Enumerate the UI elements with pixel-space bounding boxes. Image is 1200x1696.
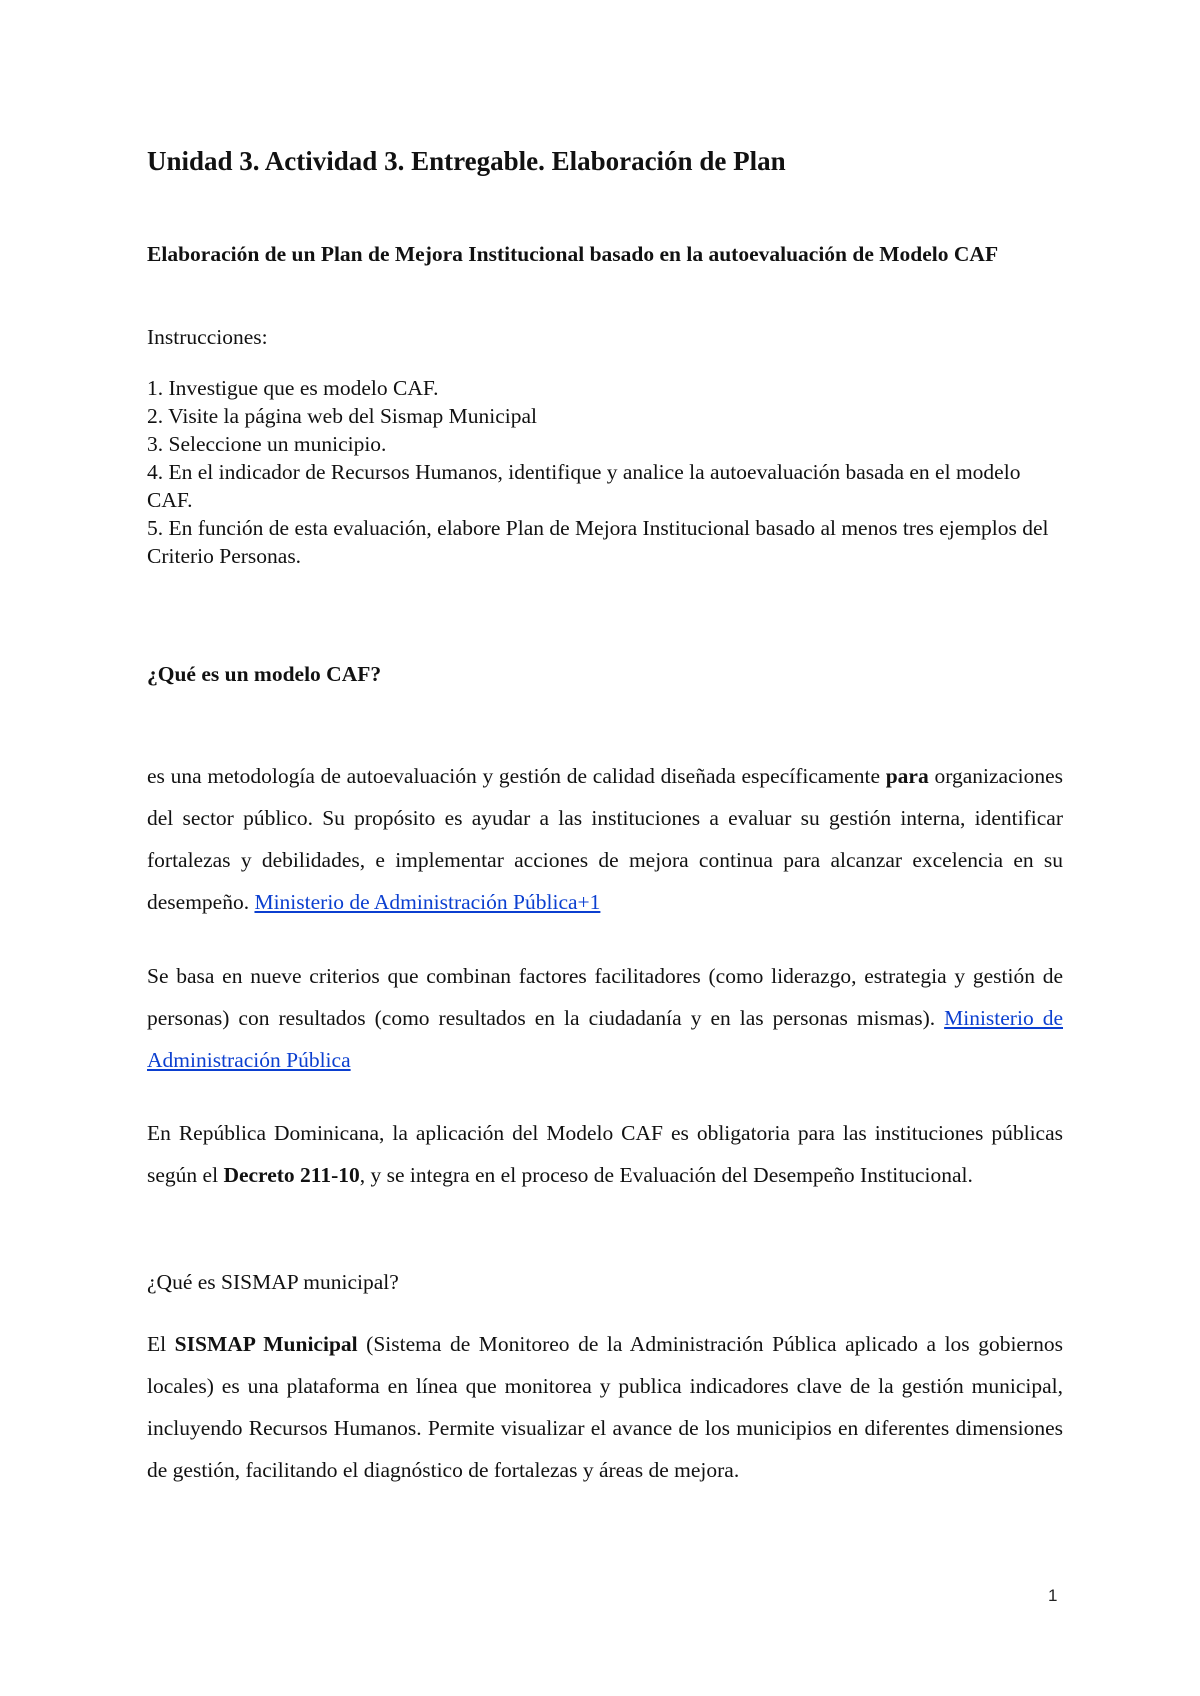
instruction-item: 1. Investigue que es modelo CAF. bbox=[147, 376, 439, 400]
paragraph-text: , y se integra en el proceso de Evaluación del Desempeño Institucional. bbox=[359, 1163, 973, 1187]
paragraph-text: organizaciones del sector público. Su propósito es ayudar a las instituciones a evaluar su gestión interna, identificar fortalezas y debilidades, e implementar acciones de mejora continua para alcanzar excelencia en su desempeño. bbox=[147, 764, 1063, 914]
paragraph-text: es una metodología de autoevaluación y gestión de calidad diseñada específicamente bbox=[147, 764, 886, 788]
instruction-item: 4. En el indicador de Recursos Humanos, identifique y analice la autoevaluación basada en el modelo CAF. bbox=[147, 460, 1021, 512]
bold-text: para bbox=[885, 764, 929, 788]
caf-paragraph-2 bbox=[147, 955, 1063, 1081]
caf-paragraph-3 bbox=[147, 1112, 1063, 1196]
sismap-paragraph bbox=[147, 1323, 1063, 1491]
bold-text: Decreto 211-10 bbox=[223, 1163, 360, 1187]
section-heading-sismap: ¿Qué es SISMAP municipal? bbox=[147, 1270, 399, 1294]
section-heading-caf: ¿Qué es un modelo CAF? bbox=[147, 662, 382, 686]
instruction-item: 2. Visite la página web del Sismap Municipal bbox=[147, 404, 538, 428]
instruction-item: 3. Seleccione un municipio. bbox=[147, 432, 387, 456]
instructions-list bbox=[147, 374, 1067, 570]
paragraph-text: En República Dominicana, la aplicación del Modelo CAF es obligatoria para las instituciones públicas según el bbox=[147, 1121, 1063, 1187]
paragraph-text: El bbox=[147, 1332, 175, 1356]
instructions-label: Instrucciones: bbox=[147, 325, 268, 349]
document-title: Unidad 3. Actividad 3. Entregable. Elaboración de Plan bbox=[147, 146, 786, 176]
paragraph-text: (Sistema de Monitoreo de la Administración Pública aplicado a los gobiernos locales) es una plataforma en línea que monitorea y publica indicadores clave de la gestión municipal, incluyendo Recursos Humanos. Permite visualizar el avance de los municipios en diferentes dimensiones de gestión, facilitando el diagnóstico de fortalezas y áreas de mejora. bbox=[147, 1332, 1063, 1482]
reference-link[interactable]: Ministerio de Administración Pública bbox=[147, 1006, 1063, 1072]
instruction-item: 5. En función de esta evaluación, elabore Plan de Mejora Institucional basado al menos tres ejemplos del Criterio Personas. bbox=[147, 516, 1049, 568]
document-subtitle: Elaboración de un Plan de Mejora Institucional basado en la autoevaluación de Modelo CAF bbox=[147, 242, 999, 266]
paragraph-text: Se basa en nueve criterios que combinan factores facilitadores (como liderazgo, estrategia y gestión de personas) con resultados (como resultados en la ciudadanía y en las personas mismas). bbox=[147, 964, 1063, 1030]
bold-text: SISMAP Municipal bbox=[174, 1332, 358, 1356]
reference-link[interactable]: Ministerio de Administración Pública+1 bbox=[254, 890, 601, 914]
page-number: 1 bbox=[1048, 1586, 1058, 1605]
caf-paragraph-1 bbox=[147, 755, 1063, 923]
